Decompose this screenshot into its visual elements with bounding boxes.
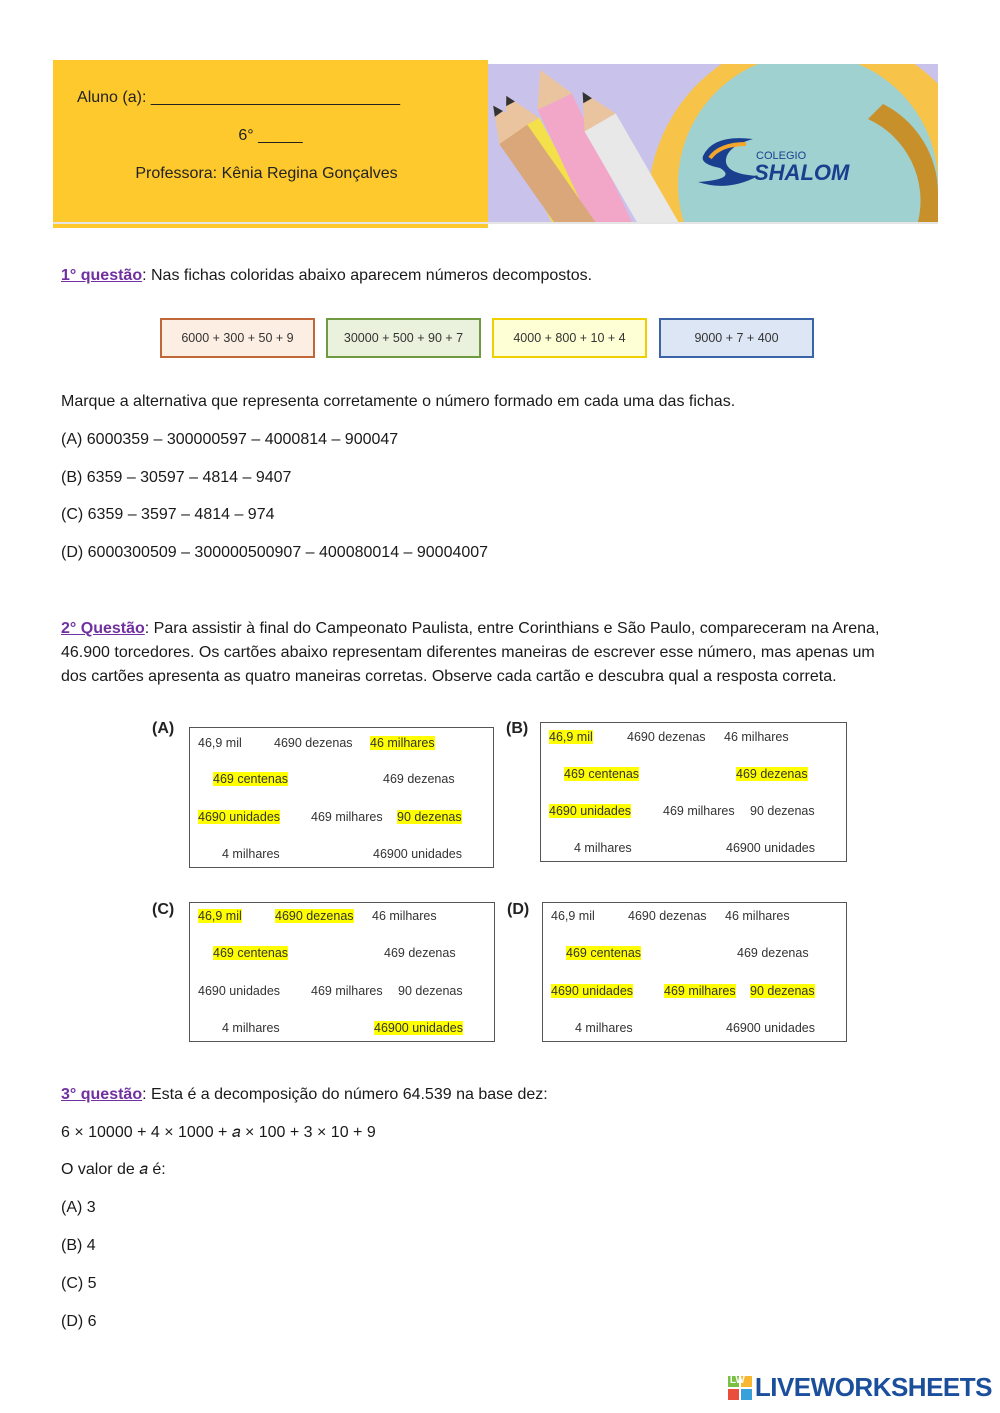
card-c-item: 4690 unidades: [198, 984, 281, 998]
card-d-item-highlighted: 469 centenas: [566, 946, 642, 960]
q3-option-a: (A) 3: [61, 1199, 96, 1216]
card-d-item: 46,9 mil: [551, 909, 595, 923]
q2-title: 2° Questão: [61, 620, 145, 637]
card-b-item-highlighted: 4690 unidades: [549, 804, 632, 818]
card-c-item: 4 milhares: [222, 1021, 280, 1035]
school-logo-big: SHALOM: [754, 160, 850, 185]
q1-option-a: (A) 6000359 – 300000597 – 4000814 – 900047: [61, 431, 399, 448]
q1-option-b: (B) 6359 – 30597 – 4814 – 9407: [61, 469, 292, 486]
q2-text-line3: dos cartões apresenta as quatro maneiras corretas. Observe cada cartão e descubra qual a resposta correta.: [61, 668, 837, 685]
grade-line: 6° _____: [238, 127, 303, 144]
card-a-item: 46900 unidades: [373, 847, 462, 861]
liveworksheets-logo[interactable]: [728, 1372, 992, 1403]
card-b-item-highlighted: 469 centenas: [564, 767, 640, 781]
header-info-box: [53, 60, 488, 228]
card-c-item: 46 milhares: [372, 909, 437, 923]
card-a-item-highlighted: 469 centenas: [213, 772, 289, 786]
card-a-item-highlighted: 4690 unidades: [198, 810, 281, 824]
card-a-item: 4 milhares: [222, 847, 280, 861]
q1-text: : Nas fichas coloridas abaixo aparecem números decompostos.: [142, 267, 593, 284]
card-c-item-highlighted: 4690 dezenas: [275, 909, 354, 923]
card-d-label: (D): [507, 901, 530, 918]
card-a-item: 4690 dezenas: [274, 736, 353, 750]
card-d-item: 469 dezenas: [737, 946, 809, 960]
card-c-item-highlighted: 46900 unidades: [374, 1021, 463, 1035]
card-c: [189, 902, 495, 1042]
card-a-label: (A): [152, 720, 175, 737]
q3-option-c: (C) 5: [61, 1275, 97, 1292]
q3-text: : Esta é a decomposição do número 64.539 na base dez:: [142, 1086, 548, 1103]
card-a-item: 469 milhares: [311, 810, 383, 824]
card-c-label: (C): [152, 901, 175, 918]
q1-chip-blue: 9000 + 7 + 400: [659, 318, 814, 358]
q3-question: O valor de 𝑎 é:: [61, 1161, 166, 1178]
card-d-item: 4 milhares: [575, 1021, 633, 1035]
card-d-item: 4690 dezenas: [628, 909, 707, 923]
card-a-item-highlighted: 46 milhares: [370, 736, 435, 750]
q1-chip-orange: 6000 + 300 + 50 + 9: [160, 318, 315, 358]
q3-option-d: (D) 6: [61, 1313, 97, 1330]
card-c-item-highlighted: 469 centenas: [213, 946, 289, 960]
q3-formula: 6 × 10000 + 4 × 1000 + 𝑎 × 100 + 3 × 10 + 9: [61, 1124, 376, 1141]
q2-text-line2: 46.900 torcedores. Os cartões abaixo representam diferentes maneiras de escrever esse número, mas apenas um: [61, 644, 875, 661]
student-line: Aluno (a): ____________________________: [77, 89, 400, 106]
card-b-item-highlighted: 46,9 mil: [549, 730, 593, 744]
card-b-item: 46900 unidades: [726, 841, 815, 855]
q1-heading: [61, 264, 592, 288]
liveworksheets-mark-icon: LW: [728, 1376, 752, 1400]
q3-option-b: (B) 4: [61, 1237, 96, 1254]
q1-instruction: Marque a alternativa que representa corretamente o número formado em cada uma das fichas.: [61, 393, 736, 410]
q3-heading: [61, 1083, 548, 1107]
card-d: [542, 902, 847, 1042]
q2-text-line1: : Para assistir à final do Campeonato Paulista, entre Corinthians e São Paulo, compareceram na Arena,: [144, 620, 880, 637]
card-a-item: 46,9 mil: [198, 736, 242, 750]
card-a-item-highlighted: 90 dezenas: [397, 810, 462, 824]
teacher-line: Professora: Kênia Regina Gonçalves: [135, 165, 398, 182]
card-c-item: 90 dezenas: [398, 984, 463, 998]
q2-paragraph: [61, 617, 941, 689]
card-d-item: 46900 unidades: [726, 1021, 815, 1035]
card-b-item-highlighted: 469 dezenas: [736, 767, 808, 781]
card-c-item: 469 milhares: [311, 984, 383, 998]
card-b-item: 46 milhares: [724, 730, 789, 744]
q1-option-d: (D) 6000300509 – 300000500907 – 400080014 – 90004007: [61, 544, 489, 561]
card-d-item-highlighted: 469 milhares: [664, 984, 736, 998]
q1-chip-yellow: 4000 + 800 + 10 + 4: [492, 318, 647, 358]
card-b-item: 90 dezenas: [750, 804, 815, 818]
card-a: [189, 727, 494, 868]
header-banner-image: [488, 64, 938, 222]
q3-title: 3° questão: [61, 1086, 143, 1103]
pencils-banner-illustration: [488, 64, 938, 222]
card-d-item-highlighted: 90 dezenas: [750, 984, 815, 998]
q1-option-c: (C) 6359 – 3597 – 4814 – 974: [61, 506, 275, 523]
card-d-item: 46 milhares: [725, 909, 790, 923]
card-b-label: (B): [506, 720, 529, 737]
card-b-item: 469 milhares: [663, 804, 735, 818]
card-b-item: 4690 dezenas: [627, 730, 706, 744]
q1-title: 1° questão: [61, 267, 143, 284]
header-divider: [53, 222, 938, 224]
card-b: [540, 722, 847, 862]
card-b-item: 4 milhares: [574, 841, 632, 855]
liveworksheets-brand: LIVEWORKSHEETS: [754, 1372, 992, 1402]
card-c-item-highlighted: 46,9 mil: [198, 909, 242, 923]
q1-chip-green: 30000 + 500 + 90 + 7: [326, 318, 481, 358]
card-c-item: 469 dezenas: [384, 946, 456, 960]
card-d-item-highlighted: 4690 unidades: [551, 984, 634, 998]
card-a-item: 469 dezenas: [383, 772, 455, 786]
school-logo-small: COLEGIO: [756, 150, 807, 162]
